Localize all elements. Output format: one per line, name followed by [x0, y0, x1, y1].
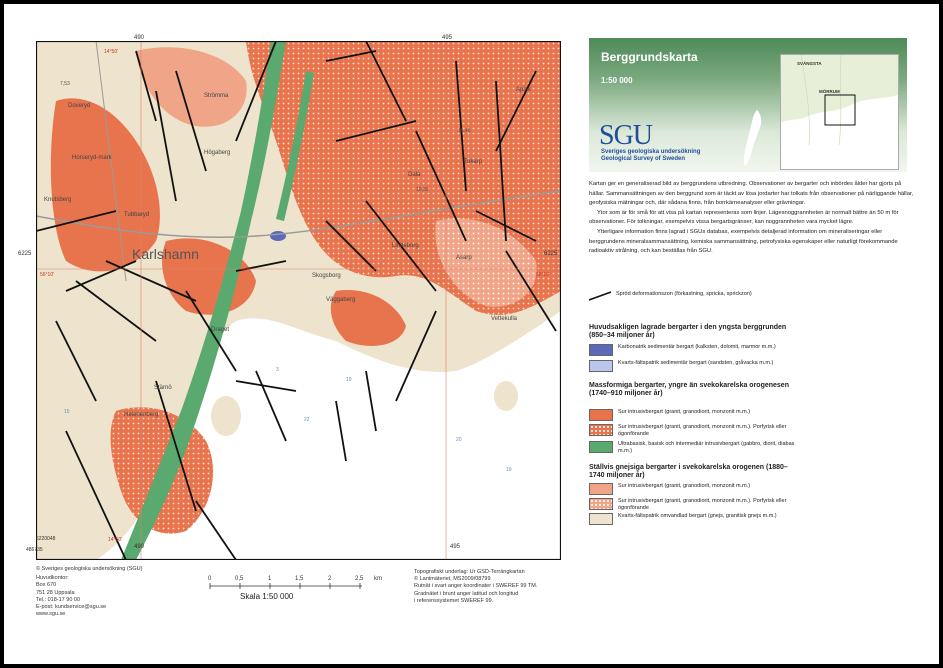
legend-swatch [589, 360, 613, 372]
legend-label: Sur intrusivbergart (granit, granodiorit, monzonit m.m.) [618, 409, 751, 415]
legend-swatch [589, 344, 613, 356]
place-label: Dala [408, 172, 421, 178]
legend-item [589, 441, 808, 454]
legend-label: Spröd deformationszon (förkastning, spricka, sprickzon) [616, 291, 752, 297]
scale-tick: 1 [268, 576, 272, 582]
place-label: Vettekulla [491, 316, 518, 322]
depth-label: 10,89 [416, 187, 429, 193]
place-label: Väggaberg [326, 297, 356, 303]
legend-item-deformation [589, 291, 806, 301]
address-line: 751 28 Uppsala [36, 589, 75, 596]
place-label: Karlshamn [132, 246, 199, 262]
geology-map[interactable] [36, 41, 561, 560]
coord-top-490: 490 [134, 35, 145, 41]
legend-item [589, 409, 808, 421]
place-label: Högaberg [204, 150, 231, 156]
latlon-left: 56°10' [40, 272, 55, 278]
legend-label: Karbonatrik sedimentär bergart (kalksten, dolomit, marmor m.m.) [618, 344, 776, 350]
address-line: Box 670 [36, 582, 57, 589]
place-label: Skogsborg [312, 273, 341, 279]
place-label: Stärnö [154, 385, 172, 391]
depth-label: 16,46 [458, 128, 471, 134]
place-label: Horseryd-mark [72, 155, 112, 161]
address-line: Huvudkontor: [36, 575, 69, 582]
topo-line: Gradnätet i brunt anger latitud och longitud [414, 590, 519, 597]
inset-label: MÖRRUM [819, 89, 840, 94]
org-name-sv: Sveriges geologiska undersökning [601, 149, 701, 155]
address-line[interactable]: www.sgu.se [36, 611, 66, 618]
place-label: Doveryd [68, 103, 91, 109]
legend-swatch [589, 441, 613, 453]
line-symbol-icon [589, 291, 611, 301]
topo-line: Rutnät i svart anger koordinater i SWEREF 99 TM. [414, 583, 538, 590]
org-name-en: Geological Survey of Sweden [601, 156, 686, 162]
island [66, 429, 86, 453]
legend-group-title: Massformiga bergarter, yngre än svekokarelska orogenesen (1740–910 miljoner år) [589, 382, 789, 397]
legend-swatch [589, 483, 613, 495]
legend-item [589, 483, 808, 495]
description-paragraph: Kartan ger en generaliserad bild av berggrundens utbredning. Observationer av bergarter och inbördes ålder har gjorts på hällar. Sammansättningen av den berggrund som är täckt av lösa jordarter har tolkats från observationer på närliggande hällar, geofysiska mätningar och, där sådana finns, från borrkärneanalyser eller grävningar. [589, 181, 914, 207]
island [211, 396, 241, 436]
legend-item [589, 498, 808, 511]
coord-bottom-490: 490 [134, 544, 145, 550]
description-paragraph: Ytterligare information finns lagrad i SGUs databas, exempelvis detaljerad information om mineraliseringar eller berggrundens mineralsammansättning, kemiska sammansättning, petrofysiska egenskaper eller naturligt förekommande radioaktiv strålning, och kan beställas från SGU. [589, 228, 898, 255]
legend-group-title: Huvudsakligen lagrade bergarter i den yngsta berggrunden (850–34 miljoner år) [589, 324, 787, 339]
description-paragraph: Ytor som är för små för att visa på kartan representeras som linjer. Lägesnoggrannheten är normalt bättre än 50 m för observationer. För tolkningar, exempelvis vissa bergartsgränser, kan noggrannheten vara mycket lägre. [589, 209, 899, 226]
coord-top-495: 495 [442, 35, 453, 41]
scale-tick: 0 [208, 576, 212, 582]
place-label: Tubbaryd [124, 212, 150, 218]
place-label: Aplak [516, 87, 532, 93]
depth-label: 7,53 [60, 81, 70, 87]
sheet-scale: 1:50 000 [601, 76, 633, 85]
place-label: Draget [211, 327, 230, 333]
depth-label: 15 [64, 409, 70, 415]
place-label: Lindeborg [392, 243, 419, 249]
corner-bl-y: 6220048 [36, 536, 56, 542]
latlon-top: 14°50' [104, 49, 119, 55]
topo-line: Topografiskt underlag: Ur GSD-Terrängkartan [414, 569, 525, 575]
latlon-bottom: 14°50' [108, 537, 123, 543]
legend-label: Ultrabasisk, basisk och intermediär intrusivbergart (gabbro, diorit, diabas m.m.) [618, 441, 795, 454]
place-label: Tokarp [464, 159, 483, 165]
scale-tick: 1,5 [295, 576, 304, 582]
depth-label: 20 [456, 437, 462, 443]
legend-item [589, 513, 808, 525]
depth-label: 19 [346, 377, 352, 383]
map-description [589, 180, 914, 257]
coord-bottom-495: 495 [450, 544, 461, 550]
scale-tick: 2,5 [355, 576, 364, 582]
legend-label: Sur intrusivbergart (granit, granodiorit, monzonit m.m.). Porfyrisk eller ögonförande [618, 424, 787, 437]
legend-label: Sur intrusivbergart (granit, granodiorit, monzonit m.m.). Porfyrisk eller ögonförande [618, 498, 787, 511]
address-line: Tel.: 018-17 90 00 [36, 596, 81, 603]
depth-label: 19 [506, 467, 512, 473]
place-label: Asarp [456, 255, 472, 261]
sheet-title: Berggrundskarta [601, 50, 698, 64]
place-label: Strömma [204, 93, 229, 99]
corner-bl-x: 486735 [26, 547, 43, 553]
depth-label: 3 [276, 367, 279, 373]
legend-item [589, 360, 808, 372]
legend-swatch [589, 498, 613, 510]
legend-group-title: Ställvis gnejsiga bergarter i svekokarelska orogenen (1880–1740 miljoner år) [589, 464, 788, 479]
topo-line: © Lantmäteriet, MS2009/08799 [414, 576, 491, 583]
copyright: © Sveriges geologiska undersökning (SGU) [36, 566, 143, 572]
legend-label: Kvarts-fältspatrik sedimentär bergart (sandsten, gråvacka m.m.) [618, 360, 774, 366]
depth-label: 22 [304, 417, 310, 423]
legend-swatch [589, 409, 613, 421]
coord-right-6225: 6225 [544, 251, 558, 257]
legend-swatch [589, 424, 613, 436]
place-label: Knutsberg [44, 197, 72, 203]
scale-tick: 0,5 [235, 576, 244, 582]
legend-item [589, 424, 808, 437]
place-label: Helenenberg [124, 412, 159, 418]
location-inset [780, 54, 899, 170]
island [494, 381, 518, 411]
publisher-info [36, 566, 142, 618]
coord-left-6225: 6225 [18, 251, 32, 257]
scale-tick: 2 [328, 576, 332, 582]
legend-label: Kvarts-fältspatrik omvandlad bergart (gnejs, granitisk gnejs m.m.) [618, 513, 777, 519]
address-line[interactable]: E-post: kundservice@sgu.se [36, 604, 107, 611]
topo-line: i referenssystemet SWEREF 99. [414, 597, 494, 604]
sweden-outline [739, 108, 767, 168]
scale-unit: km [374, 576, 382, 582]
legend-swatch [589, 513, 613, 525]
sheet-header [589, 38, 907, 172]
topo-credits [414, 569, 564, 605]
scale-bar [204, 572, 394, 606]
map-sheet [4, 4, 939, 664]
legend-label: Sur intrusivbergart (granit, granodiorit, monzonit m.m.) [618, 483, 751, 489]
carbonate-patch [270, 231, 286, 241]
sgu-logo: SGU [599, 120, 653, 151]
latlon-right: 56°10' [536, 272, 551, 278]
inset-label: SVÄNGSTA [797, 61, 822, 66]
scale-label: Skala 1:50 000 [240, 592, 294, 601]
legend-item [589, 344, 808, 356]
